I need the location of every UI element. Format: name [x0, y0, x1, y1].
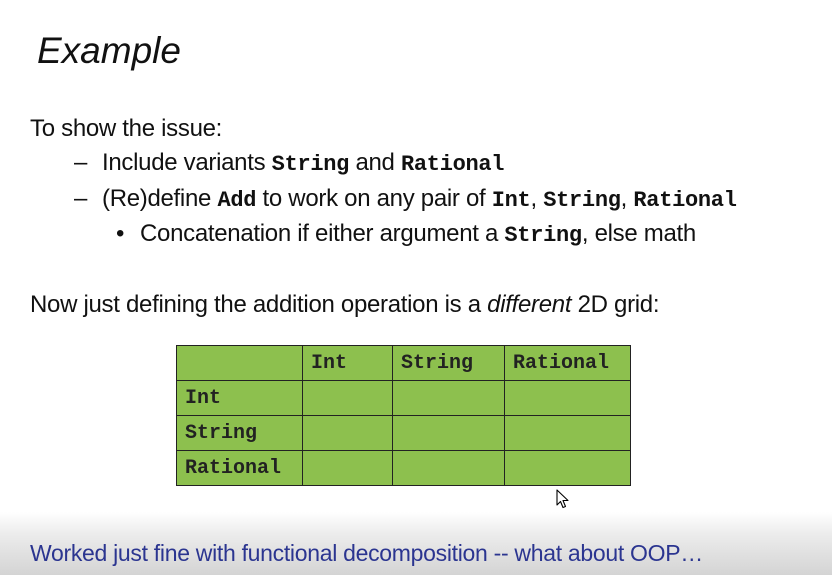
- text-segment: Now just defining the addition operation is a: [30, 291, 488, 318]
- code-int: Int: [491, 188, 531, 213]
- code-string: String: [543, 188, 621, 213]
- grid-header-cell: String: [393, 346, 505, 381]
- dash-marker: –: [74, 149, 88, 176]
- grid-cell: [393, 451, 505, 486]
- bullet-text: [102, 185, 737, 213]
- text-segment: and: [349, 149, 401, 176]
- grid-cell: [303, 381, 393, 416]
- code-string: String: [504, 223, 582, 248]
- grid-lead-text: [30, 291, 659, 319]
- text-segment: 2D grid:: [571, 291, 660, 318]
- code-rational: Rational: [633, 188, 737, 213]
- text-segment: ,: [620, 185, 634, 212]
- grid-header-row: [177, 346, 631, 381]
- mouse-pointer-icon: [556, 489, 570, 511]
- grid-header-cell: Int: [303, 346, 393, 381]
- grid-corner-cell: [177, 346, 303, 381]
- text-segment: ,: [530, 185, 544, 212]
- bullet-text: [102, 149, 504, 177]
- slide-title: Example: [37, 30, 181, 71]
- grid-cell: [303, 451, 393, 486]
- text-segment: (Re)define: [102, 185, 218, 212]
- grid-cell: [393, 381, 505, 416]
- grid-row-header: Rational: [177, 451, 303, 486]
- grid-row-header: String: [177, 416, 303, 451]
- code-add: Add: [217, 188, 257, 213]
- grid-row-header: Int: [177, 381, 303, 416]
- grid-header-cell: Rational: [505, 346, 631, 381]
- intro-text: To show the issue:: [30, 115, 223, 142]
- grid-cell: [393, 416, 505, 451]
- dot-marker: •: [116, 220, 125, 247]
- grid-row: [177, 451, 631, 486]
- code-rational: Rational: [400, 152, 505, 177]
- grid-cell: [505, 381, 631, 416]
- grid-row: [177, 381, 631, 416]
- code-string: String: [271, 152, 350, 177]
- grid-cell: [303, 416, 393, 451]
- text-segment: Include variants: [102, 149, 272, 176]
- operation-grid: [176, 345, 631, 486]
- bullet-text: [140, 220, 696, 248]
- text-segment: , else math: [581, 220, 696, 247]
- emphasis-different: different: [487, 291, 572, 318]
- grid-cell: [505, 416, 631, 451]
- text-segment: Concatenation if either argument a: [140, 220, 505, 247]
- grid-row: [177, 416, 631, 451]
- text-segment: to work on any pair of: [256, 185, 492, 212]
- dash-marker: –: [74, 185, 88, 212]
- grid-cell: [505, 451, 631, 486]
- footer-caption: Worked just fine with functional decomposition -- what about OOP…: [30, 540, 703, 566]
